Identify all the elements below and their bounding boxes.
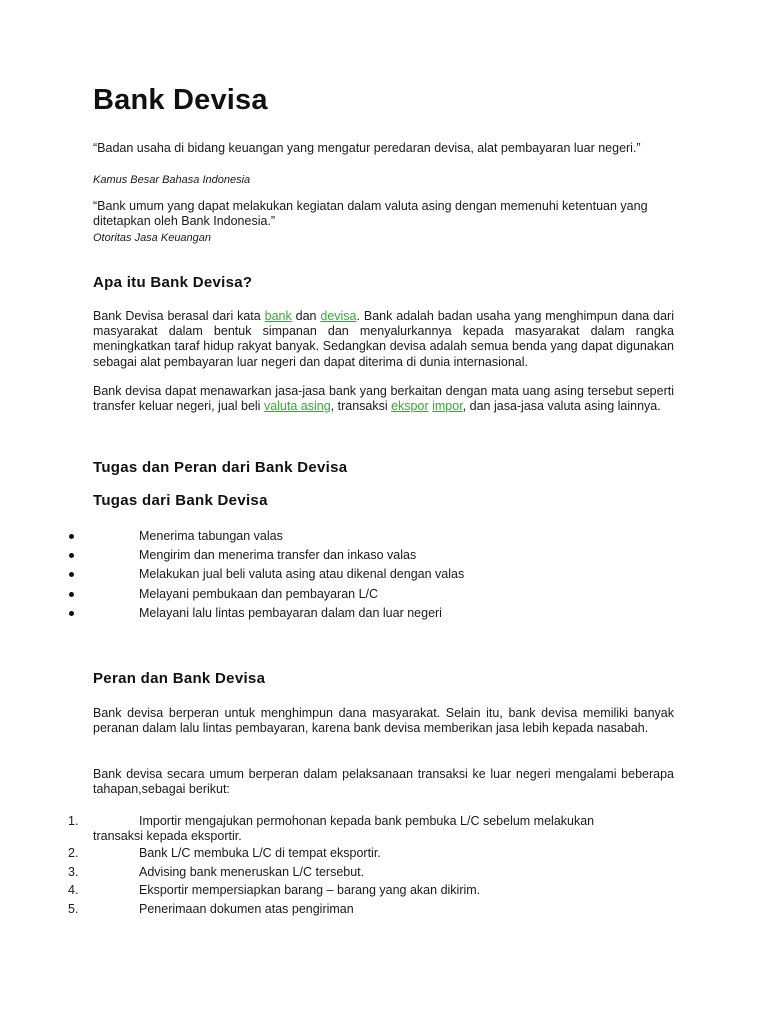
link-valuta-asing[interactable]: valuta asing (263, 399, 331, 414)
link-bank[interactable]: bank (264, 309, 292, 323)
paragraph-services: Bank devisa dapat menawarkan jasa-jasa bank yang berkaitan dengan mata uang asing tersebut seperti transfer keluar negeri, jual beli valuta asing, transaksi ekspor impor, dan jasa-jasa valuta asing lainnya. (93, 384, 674, 414)
heading-tasks: Tugas dari Bank Devisa (93, 492, 268, 509)
quote-kbbi: “Badan usaha di bidang keuangan yang mengatur peredaran devisa, alat pembayaran luar negeri.” (93, 141, 641, 155)
paragraph-stages: Bank devisa secara umum berperan dalam pelaksanaan transaksi ke luar negeri mengalami beberapa tahapan,sebagai berikut: (93, 767, 674, 797)
link-ekspor[interactable]: ekspor (391, 399, 429, 414)
heading-tasks-roles: Tugas dan Peran dari Bank Devisa (93, 459, 348, 476)
page-title: Bank Devisa (93, 84, 268, 116)
link-impor[interactable]: impor (432, 399, 463, 414)
paragraph-definition: Bank Devisa berasal dari kata bank dan devisa. Bank adalah badan usaha yang menghimpun dana dari masyarakat dalam bentuk simpanan dan menyalurkannya kepada masyarakat dalam rangka meningkatkan taraf hidup rakyat banyak. Sedangkan devisa adalah semua benda yang dapat digunakan sebagai alat pembayaran luar negeri dan dapat diterima di dunia internasional. (93, 309, 674, 369)
heading-what-is: Apa itu Bank Devisa? (93, 274, 253, 291)
list-item: Menerima tabungan valas (0, 529, 768, 547)
list-item: Melayani pembukaan dan pembayaran L/C (0, 587, 768, 605)
paragraph-role: Bank devisa berperan untuk menghimpun dana masyarakat. Selain itu, bank devisa memiliki banyak peranan dalam lalu lintas pembayaran, karena bank devisa memberikan jasa lebih kepada nasabah. (93, 706, 674, 736)
bullet-icon (69, 553, 74, 558)
heading-role: Peran dan Bank Devisa (93, 670, 266, 687)
quote-source-kbbi: Kamus Besar Bahasa Indonesia (93, 174, 251, 186)
bullet-icon (69, 534, 74, 539)
bullet-icon (69, 572, 74, 577)
bullet-icon (69, 592, 74, 597)
list-item: Melayani lalu lintas pembayaran dalam dan luar negeri (0, 606, 768, 624)
link-devisa[interactable]: devisa (320, 309, 357, 323)
quote-source-ojk: Otoritas Jasa Keuangan (93, 232, 212, 244)
bullet-icon (69, 611, 74, 616)
document-page: Bank Devisa “Badan usaha di bidang keuangan yang mengatur peredaran devisa, alat pembayaran luar negeri.” Kamus Besar Bahasa Indonesia “Bank umum yang dapat melakukan kegiatan dalam valuta asing dengan memenuhi ketentuan yang ditetapkan oleh Bank Indonesia.” Otoritas Jasa Keuangan Apa itu Bank Devisa? Bank Devisa berasal dari kata bank dan devisa. Bank adalah badan usaha yang menghimpun dana dari masyarakat dalam bentuk simpanan dan menyalurkannya kepada masyarakat dalam rangka meningkatkan taraf hidup rakyat banyak. Sedangkan devisa adalah semua benda yang dapat digunakan sebagai alat pembayaran luar negeri dan dapat diterima di dunia internasional. Bank devisa dapat menawarkan jasa-jasa bank yang berkaitan dengan mata uang asing tersebut seperti transfer keluar negeri, jual beli valuta asing, transaksi ekspor impor, dan jasa-jasa valuta asing lainnya. Tugas dan Peran dari Bank Devisa Tugas dari Bank Devisa Menerima tabungan valas Mengirim dan menerima transfer dan inkaso valas Melakukan jual beli valuta asing atau dikenal dengan valas Melayani pembukaan dan pembayaran L/C Melayani lalu lintas pembayaran dalam dan luar negeri Peran dan Bank Devisa Bank devisa berperan untuk menghimpun dana masyarakat. Selain itu, bank devisa memiliki banyak peranan dalam lalu lintas pembayaran, karena bank devisa memberikan jasa lebih kepada nasabah. Bank devisa secara umum berperan dalam pelaksanaan transaksi ke luar negeri mengalami beberapa tahapan,sebagai berikut: 1. Importir mengajukan permohonan kepada bank pembuka L/C sebelum melakukan transaksi kepada eksportir. 2. Bank L/C membuka L/C di tempat eksportir. 3. Advising bank meneruskan L/C tersebut. 4. Eksportir mempersiapkan barang – barang yang akan dikirim. 5. Penerimaan dokumen atas pengiriman (0, 0, 768, 1024)
quote-ojk: “Bank umum yang dapat melakukan kegiatan dalam valuta asing dengan memenuhi ketentuan yang ditetapkan oleh Bank Indonesia.” (93, 199, 648, 228)
list-item: Mengirim dan menerima transfer dan inkaso valas (0, 548, 768, 566)
list-item: Melakukan jual beli valuta asing atau dikenal dengan valas (0, 567, 768, 585)
list-item: 1. Importir mengajukan permohonan kepada bank pembuka L/C sebelum melakukan transaksi kepada eksportir. (68, 814, 595, 843)
